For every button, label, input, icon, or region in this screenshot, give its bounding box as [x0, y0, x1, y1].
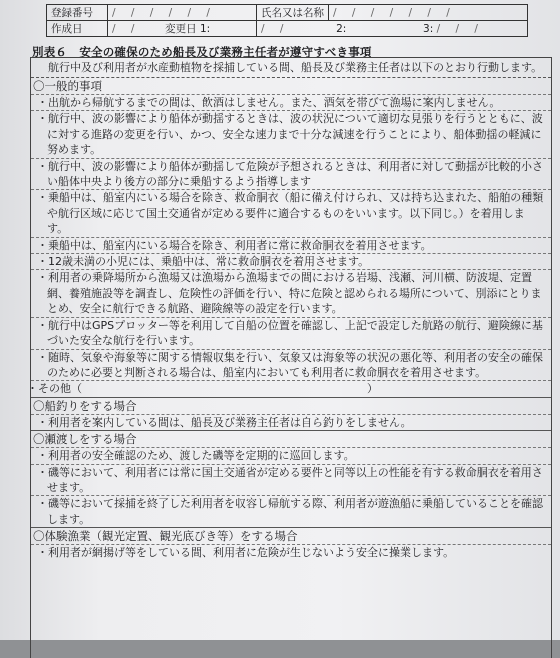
list-item: ・乗船中は、船室内にいる場合を除き、利用者に常に救命胴衣を着用させます。	[31, 237, 551, 253]
changed-c2: 2:	[336, 22, 347, 35]
rules-box	[27, 57, 552, 658]
section-heading-experience: 〇体験漁業（観光定置、観光底びき等）をする場合	[31, 527, 551, 544]
changed-label: 変更日	[165, 23, 197, 35]
list-item: ・利用者の安全確認のため、渡した磯等を定期的に巡回します。	[31, 447, 551, 463]
section-heading-general: 〇一般的事項	[31, 77, 551, 94]
created-date-slashes: / /	[112, 23, 141, 35]
intro-paragraph: 航行中及び利用者が水産動植物を採捕している間、船長及び業務主任者は以下のとおり行動します。	[48, 61, 543, 74]
changed-values: / / 2: 3: / / /	[257, 21, 528, 37]
list-item: ・利用者を案内している間は、船長及び業務主任者は自ら釣りをしません。	[31, 414, 551, 430]
list-item: ・利用者の乗降場所から漁場又は漁場から漁場までの間における岩場、浅瀬、河川横、防波堤、定置網、養殖施設等を調査し、危険性の評価を行い、特に危険と認められる場所について、別添にとりまとめ、安全に航行できる航路、避険線等の設定を行います。	[31, 269, 551, 316]
reg-no-value: / / / / / /	[108, 5, 257, 21]
list-item: ・12歳未満の小児には、乗船中は、常に救命胴衣を着用させます。	[31, 253, 551, 269]
section-heading-ferry: 〇瀬渡しをする場合	[31, 430, 551, 447]
table-number: 別表６	[32, 45, 68, 59]
header-form-table	[46, 4, 528, 37]
list-item-other	[27, 380, 551, 396]
reg-no-label: 登録番号	[47, 5, 108, 21]
name-label: 氏名又は名称	[257, 5, 329, 21]
section-heading-fishing: 〇船釣りをする場合	[31, 397, 551, 414]
other-close: ）	[367, 382, 378, 396]
list-item: ・航行中、波の影響により船体が動揺して危険が予想されるときは、利用者に対して動揺が比較的小さい船体中央より後方の部分に乗船するよう指導します	[31, 158, 551, 190]
changed-c3: 3:	[423, 22, 434, 35]
list-item: ・航行中、波の影響により船体が動揺するときは、波の状況について適切な見張りを行うとともに、波に対する進路の変更を行い、かつ、安全な速力まで十分な減速を行うことにより、船体動揺の軽減に努めます。	[31, 110, 551, 157]
other-label: ・その他（	[27, 382, 82, 396]
list-item: ・乗船中は、船室内にいる場合を除き、救命胴衣（船に備え付けられ、又は持ち込まれた、船舶の種類や航行区域に応じて国土交通省が定める要件に適合するものをいいます。以下同じ。）を着用します。	[31, 189, 551, 236]
created-label: 作成日	[47, 21, 108, 37]
list-item: ・磯等において、利用者には常に国土交通省が定める要件と同等以上の性能を有する救命胴衣を着用させます。	[31, 464, 551, 496]
created-value	[108, 21, 257, 37]
list-item: ・航行中はGPSプロッター等を利用して自船の位置を確認し、上記で設定した航路の航行、避険線に基づいた安全な航行を行います。	[31, 317, 551, 349]
list-item: ・磯等において採捕を終了した利用者を収容し帰航する際、利用者が遊漁船に乗船していることを確認します。	[31, 495, 551, 527]
list-item: ・利用者が網揚げ等をしている間、利用者に危険が生じないよう安全に操業します。	[31, 544, 551, 560]
list-item: ・出航から帰航するまでの間は、飲酒はしません。また、酒気を帯びて漁場に案内しません。	[31, 94, 551, 110]
list-item: ・随時、気象や海象等に関する情報収集を行い、気象又は海象等の状況の悪化等、利用者の安全の確保のために必要と判断される場合は、船室内においても利用者に救命胴衣を着用させます。	[31, 349, 551, 381]
changed-c1: 1:	[199, 23, 211, 35]
table-title-text: 安全の確保のため船長及び業務主任者が遵守すべき事項	[79, 45, 372, 59]
name-value: / / / / / / /	[329, 5, 528, 21]
